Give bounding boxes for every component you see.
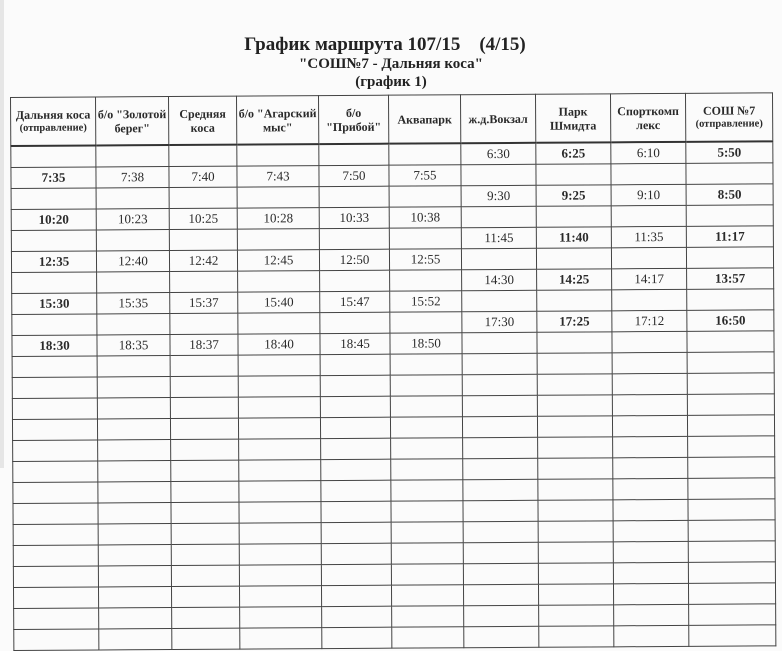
column-header-label: Аквапарк — [397, 112, 451, 126]
time-cell — [537, 353, 612, 374]
time-cell — [464, 626, 539, 647]
time-cell — [462, 332, 537, 353]
time-cell: 11:17 — [686, 226, 773, 248]
route-subtitle: "СОШ№7 - Дальняя коса" — [0, 56, 782, 73]
column-header-note: (отправление) — [11, 121, 95, 136]
time-cell — [239, 523, 321, 545]
time-cell — [171, 565, 239, 586]
time-cell — [97, 356, 170, 377]
time-cell: 12:40 — [96, 251, 169, 272]
time-cell — [98, 587, 171, 608]
time-cell — [687, 289, 774, 311]
column-header-label: ж.д.Вокзал — [468, 111, 527, 125]
column-header — [388, 95, 460, 144]
time-cell — [537, 290, 612, 311]
time-cell — [612, 415, 687, 436]
time-cell — [239, 439, 321, 461]
time-cell — [13, 440, 98, 462]
time-cell: 5:50 — [686, 141, 773, 163]
time-cell — [239, 586, 321, 608]
time-cell: 14:30 — [462, 269, 537, 290]
time-cell: 9:30 — [461, 185, 536, 206]
time-cell — [13, 461, 98, 483]
time-cell: 12:45 — [237, 250, 319, 272]
time-cell — [686, 205, 773, 227]
time-cell — [391, 501, 463, 522]
time-cell — [171, 460, 239, 481]
time-cell: 11:40 — [536, 227, 611, 248]
time-cell — [170, 418, 238, 439]
time-cell — [391, 438, 463, 459]
time-cell — [613, 499, 688, 520]
time-cell — [538, 479, 613, 500]
time-cell: 7:55 — [389, 165, 461, 186]
time-cell: 6:30 — [461, 143, 536, 165]
time-cell — [389, 143, 461, 165]
time-cell — [321, 585, 391, 606]
time-cell — [98, 503, 171, 524]
time-cell — [172, 607, 240, 628]
time-cell — [321, 480, 391, 501]
column-header-label: б/о "Золотой берег" — [98, 107, 166, 135]
time-cell: 12:50 — [319, 249, 389, 270]
time-cell: 17:30 — [462, 311, 537, 332]
time-cell — [239, 544, 321, 566]
column-header — [169, 96, 237, 145]
time-cell — [238, 376, 320, 398]
time-cell — [321, 543, 391, 564]
time-cell — [319, 144, 389, 166]
time-cell — [390, 270, 462, 291]
time-cell — [322, 606, 392, 627]
time-cell — [98, 440, 171, 461]
time-cell — [462, 374, 537, 395]
column-header — [610, 93, 685, 142]
time-cell: 12:42 — [169, 250, 237, 271]
time-cell — [537, 416, 612, 437]
time-cell — [686, 247, 773, 269]
time-cell — [13, 482, 98, 504]
time-cell: 15:30 — [12, 293, 97, 315]
time-cell — [463, 437, 538, 458]
time-cell — [688, 583, 775, 605]
page-title: График маршрута 107/15 (4/15) — [0, 34, 776, 56]
time-cell — [319, 228, 389, 249]
time-cell — [99, 608, 172, 629]
time-cell — [97, 272, 170, 293]
time-cell — [11, 188, 96, 210]
time-cell: 11:45 — [461, 227, 536, 248]
time-cell: 18:37 — [170, 334, 238, 355]
time-cell — [463, 521, 538, 542]
time-cell — [463, 542, 538, 563]
time-cell — [171, 439, 239, 460]
header-row — [11, 93, 773, 146]
time-cell — [320, 396, 390, 417]
time-cell — [12, 272, 97, 294]
time-cell — [237, 229, 319, 251]
time-cell: 6:25 — [536, 142, 611, 164]
time-cell — [238, 271, 320, 293]
timetable — [10, 92, 776, 651]
time-cell — [171, 481, 239, 502]
time-cell — [538, 521, 613, 542]
time-cell: 15:37 — [170, 292, 238, 313]
time-cell — [239, 502, 321, 524]
time-cell — [391, 522, 463, 543]
time-cell — [537, 374, 612, 395]
time-cell — [611, 205, 686, 226]
time-cell: 7:38 — [96, 167, 169, 188]
time-cell — [613, 520, 688, 541]
time-cell — [614, 604, 689, 625]
time-cell — [611, 247, 686, 268]
time-cell — [392, 606, 464, 627]
time-cell — [98, 461, 171, 482]
time-cell — [539, 605, 614, 626]
time-cell — [688, 541, 775, 563]
time-cell — [391, 480, 463, 501]
time-cell — [98, 566, 171, 587]
time-cell — [322, 627, 392, 648]
time-cell — [688, 436, 775, 458]
time-cell — [170, 397, 238, 418]
time-cell — [240, 628, 322, 650]
time-cell — [321, 522, 391, 543]
time-cell — [99, 629, 172, 650]
time-cell — [96, 145, 169, 167]
time-cell — [536, 164, 611, 185]
time-cell — [97, 314, 170, 335]
time-cell — [463, 500, 538, 521]
time-cell: 18:30 — [12, 335, 97, 357]
time-cell — [391, 459, 463, 480]
time-cell — [12, 398, 97, 420]
time-cell — [463, 458, 538, 479]
column-header — [318, 95, 388, 144]
time-cell — [687, 331, 774, 353]
time-cell — [463, 479, 538, 500]
time-cell — [539, 626, 614, 647]
time-cell: 7:43 — [237, 166, 319, 188]
time-cell: 9:10 — [611, 184, 686, 205]
time-cell — [462, 290, 537, 311]
column-header-label: Парк Шмидта — [550, 104, 596, 132]
time-cell — [687, 352, 774, 374]
time-cell — [97, 398, 170, 419]
time-cell — [239, 565, 321, 587]
time-cell — [12, 356, 97, 378]
time-cell — [171, 523, 239, 544]
time-cell — [462, 395, 537, 416]
time-cell — [687, 415, 774, 437]
time-cell — [391, 564, 463, 585]
time-cell: 8:50 — [686, 184, 773, 206]
time-cell — [464, 605, 539, 626]
time-cell — [390, 417, 462, 438]
time-cell — [689, 625, 776, 647]
column-header-note: (отправление) — [686, 117, 772, 132]
time-cell: 10:25 — [169, 208, 237, 229]
time-cell — [462, 416, 537, 437]
column-header — [685, 93, 772, 142]
time-cell — [613, 541, 688, 562]
time-cell — [170, 355, 238, 376]
time-cell — [391, 585, 463, 606]
time-cell: 10:28 — [237, 208, 319, 230]
time-cell — [96, 188, 169, 209]
time-cell — [171, 544, 239, 565]
time-cell — [461, 164, 536, 185]
time-cell — [12, 419, 97, 441]
column-header — [535, 94, 610, 143]
column-header-label: Спорткомп лекс — [617, 103, 679, 131]
time-cell — [390, 354, 462, 375]
time-cell — [538, 437, 613, 458]
time-cell — [97, 377, 170, 398]
time-cell — [613, 457, 688, 478]
time-cell: 11:35 — [611, 226, 686, 247]
time-cell — [321, 564, 391, 585]
time-cell — [611, 163, 686, 184]
time-cell — [11, 230, 96, 252]
time-cell — [319, 186, 389, 207]
table-row — [14, 625, 776, 651]
time-cell — [321, 501, 391, 522]
time-cell: 12:55 — [389, 249, 461, 270]
time-cell: 15:52 — [390, 291, 462, 312]
column-header — [96, 97, 169, 146]
time-cell — [538, 584, 613, 605]
time-cell — [390, 396, 462, 417]
time-cell — [98, 545, 171, 566]
column-header — [460, 94, 535, 143]
time-cell — [171, 586, 239, 607]
time-cell — [240, 607, 322, 629]
time-cell — [320, 354, 390, 375]
time-cell: 18:35 — [97, 335, 170, 356]
time-cell — [14, 608, 99, 630]
time-cell — [13, 566, 98, 588]
column-header-label: Средняя коса — [179, 106, 226, 134]
time-cell — [613, 583, 688, 604]
column-header-label: б/о "Агарский мыс" — [239, 106, 317, 134]
time-cell — [239, 481, 321, 503]
time-cell — [238, 418, 320, 440]
time-cell — [321, 459, 391, 480]
time-cell — [392, 627, 464, 648]
time-cell — [461, 206, 536, 227]
time-cell: 15:35 — [97, 293, 170, 314]
column-header-label: СОШ №7 — [703, 103, 755, 117]
time-cell: 10:20 — [11, 209, 96, 231]
time-cell — [98, 524, 171, 545]
time-cell — [537, 395, 612, 416]
time-cell — [13, 545, 98, 567]
time-cell — [98, 482, 171, 503]
time-cell — [687, 394, 774, 416]
time-cell — [688, 478, 775, 500]
time-cell — [170, 313, 238, 334]
time-cell — [390, 375, 462, 396]
time-cell — [612, 352, 687, 373]
time-cell — [612, 394, 687, 415]
time-cell — [237, 144, 319, 166]
time-cell — [538, 458, 613, 479]
time-cell: 18:50 — [390, 333, 462, 354]
time-cell — [613, 562, 688, 583]
time-cell — [689, 604, 776, 626]
time-cell: 14:17 — [612, 268, 687, 289]
time-cell — [237, 187, 319, 209]
column-header-label: б/о "Прибой" — [326, 105, 381, 133]
time-cell — [238, 313, 320, 335]
time-cell — [390, 312, 462, 333]
time-cell — [686, 163, 773, 185]
time-cell — [389, 228, 461, 249]
time-cell — [389, 186, 461, 207]
time-cell — [536, 206, 611, 227]
time-cell — [12, 377, 97, 399]
time-cell — [538, 500, 613, 521]
time-cell — [612, 331, 687, 352]
time-cell — [321, 438, 391, 459]
time-cell: 17:12 — [612, 310, 687, 331]
time-cell: 10:33 — [319, 207, 389, 228]
time-cell: 18:45 — [320, 333, 390, 354]
time-cell — [461, 248, 536, 269]
time-cell — [538, 542, 613, 563]
time-cell — [463, 563, 538, 584]
time-cell — [463, 584, 538, 605]
time-cell: 6:10 — [611, 142, 686, 164]
time-cell — [239, 460, 321, 482]
time-cell — [320, 375, 390, 396]
time-cell — [170, 376, 238, 397]
time-cell — [613, 436, 688, 457]
time-cell — [320, 270, 390, 291]
time-cell — [96, 230, 169, 251]
column-header — [236, 96, 318, 145]
time-cell — [172, 628, 240, 649]
time-cell: 15:40 — [238, 292, 320, 314]
time-cell: 9:25 — [536, 185, 611, 206]
column-header — [11, 97, 96, 146]
time-cell: 12:35 — [11, 251, 96, 273]
time-cell — [13, 587, 98, 609]
time-cell: 14:25 — [537, 269, 612, 290]
time-cell — [613, 478, 688, 499]
time-cell: 7:40 — [169, 166, 237, 187]
time-cell: 7:35 — [11, 167, 96, 189]
time-cell: 17:25 — [537, 311, 612, 332]
time-cell — [12, 314, 97, 336]
schedule-label: (график 1) — [0, 74, 782, 91]
time-cell — [169, 187, 237, 208]
time-cell — [688, 520, 775, 542]
column-header-label: Дальняя коса — [16, 107, 91, 121]
time-cell — [612, 289, 687, 310]
time-cell — [320, 417, 390, 438]
time-cell — [612, 373, 687, 394]
time-cell — [688, 499, 775, 521]
time-cell — [169, 229, 237, 250]
time-cell: 16:50 — [687, 310, 774, 332]
time-cell — [536, 248, 611, 269]
time-cell — [13, 524, 98, 546]
time-cell: 18:40 — [238, 334, 320, 356]
time-cell — [11, 145, 96, 167]
time-cell — [171, 502, 239, 523]
time-cell — [537, 332, 612, 353]
time-cell: 10:23 — [96, 209, 169, 230]
time-cell — [688, 562, 775, 584]
timetable-body — [11, 141, 776, 650]
time-cell — [97, 419, 170, 440]
time-cell — [462, 353, 537, 374]
time-cell — [614, 625, 689, 646]
time-cell: 15:47 — [320, 291, 390, 312]
time-cell — [14, 629, 99, 651]
time-cell: 10:38 — [389, 207, 461, 228]
time-cell — [320, 312, 390, 333]
time-cell — [538, 563, 613, 584]
time-cell — [13, 503, 98, 525]
time-cell — [170, 271, 238, 292]
time-cell — [391, 543, 463, 564]
time-cell — [169, 145, 237, 167]
time-cell — [687, 373, 774, 395]
time-cell — [238, 397, 320, 419]
time-cell: 13:57 — [687, 268, 774, 290]
time-cell — [238, 355, 320, 377]
time-cell: 7:50 — [319, 165, 389, 186]
